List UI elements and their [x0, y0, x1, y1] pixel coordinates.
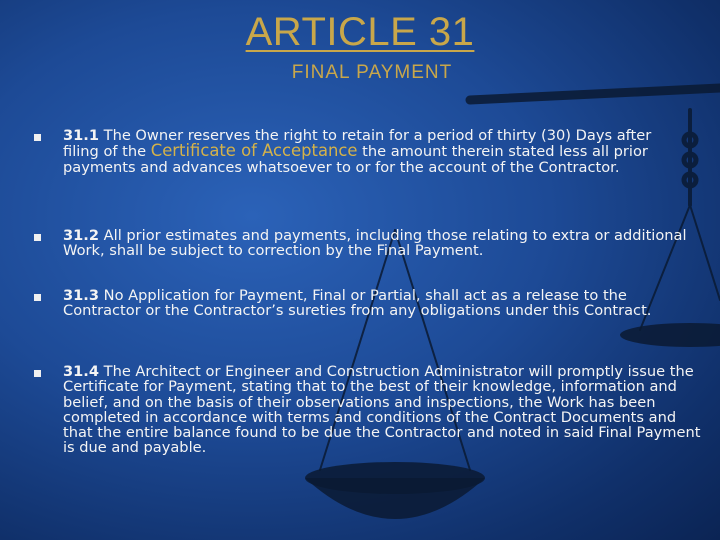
clause-text: 31.3 No Application for Payment, Final or Partial, shall act as a release to the Contractor or the Contractor’s sureties from any obligations under this Contract. — [63, 287, 652, 320]
bullet-icon — [34, 370, 41, 377]
highlight-term: Certificate of Acceptance — [150, 141, 358, 161]
page-subtitle: FINAL PAYMENT — [291, 62, 453, 83]
clause-number: 31.4 — [63, 363, 100, 380]
clause-number: 31.3 — [63, 287, 100, 304]
bullet-icon — [34, 134, 41, 141]
clause-number: 31.2 — [63, 227, 100, 244]
clause-number: 31.1 — [63, 127, 100, 144]
bullet-icon — [34, 234, 41, 241]
page-title: ARTICLE 31 — [245, 10, 475, 54]
clause-text: 31.1 The Owner reserves the right to retain for a period of thirty (30) Days after filing of the Certificate of Acceptance the amount therein stated less all prior payments and advances whatsoever to or for the account of the Contractor. — [63, 127, 652, 176]
bullet-icon — [34, 294, 41, 301]
clause-text: 31.2 All prior estimates and payments, including those relating to extra or additional Work, shall be subject to correction by the Final Payment. — [63, 227, 687, 260]
clause-text: 31.4 The Architect or Engineer and Construction Administrator will promptly issue the Certificate for Payment, stating that to the best of their knowledge, information and belief, and on the basis of their observations and inspections, the Work has been completed in accordance with terms and conditions of the Contract Documents and that the entire balance found to be due the Contractor and noted in said Final Payment is due and payable. — [63, 363, 701, 457]
